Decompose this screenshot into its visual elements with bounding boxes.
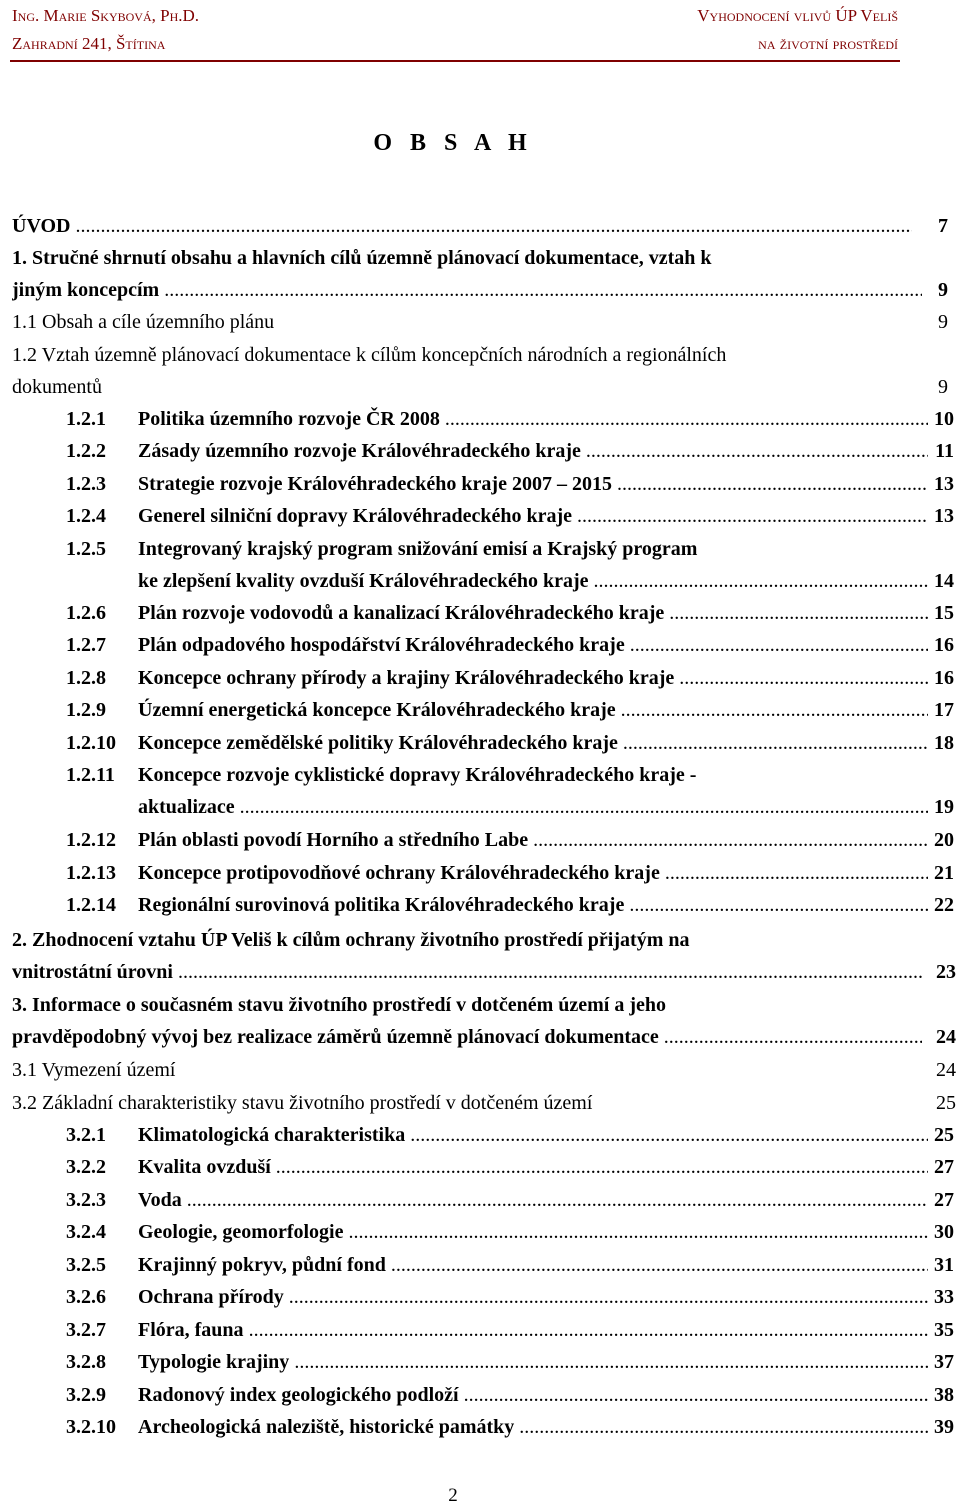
toc-entry-page: 13 [934,505,954,527]
toc-entry-title: Regionální surovinová politika Královéhradeckého kraje ..... [138,890,928,920]
page-number: 2 [448,1485,458,1506]
toc-entry-number: 1.2.12 [66,829,116,851]
toc-entry-title: Archeologická naleziště, historické památky ..... [138,1412,928,1442]
toc-entry-number: 3.2.10 [66,1416,116,1438]
toc-entry-title-tail: vnitrostátní úrovni ..... [12,957,922,987]
toc-entry-page: 24 [936,1026,956,1048]
toc-entry-title: Typologie krajiny ..... [138,1347,928,1377]
toc-entry-title: 3. Informace o současném stavu životního prostředí v dotčeném území a jeho [12,994,667,1016]
toc-entry[interactable] [0,1412,960,1442]
toc-entry-title: Zásady územního rozvoje Královéhradeckého kraje ..... [138,436,928,466]
toc-entry[interactable] [0,404,960,434]
toc-entry-title: Plán rozvoje vodovodů a kanalizací Královéhradeckého kraje ..... [138,598,928,628]
toc-entry-title: 2. Zhodnocení vztahu ÚP Veliš k cílům ochrany životního prostředí přijatým na [12,929,690,951]
toc-entry-title-tail: aktualizace ..... [138,792,928,822]
toc-entry[interactable] [0,501,960,531]
toc-entry[interactable] [0,925,960,955]
toc-entry[interactable] [0,1347,960,1377]
toc-entry-page: 14 [934,570,954,592]
header-document-title: Vyhodnocení vlivů ÚP Veliš [697,6,898,25]
toc-entry-number: 3.2.2 [66,1156,106,1178]
toc-entry-title: Kvalita ovzduší ..... [138,1152,928,1182]
toc-entry-title: Voda ..... [138,1185,928,1215]
toc-entry-number: 1.2.5 [66,538,106,560]
toc-entry-title: Krajinný pokryv, půdní fond ..... [138,1250,928,1280]
toc-entry-title: 1.1 Obsah a cíle územního plánu [12,311,275,333]
toc-entry-page: 38 [934,1384,954,1406]
toc-entry[interactable] [0,436,960,466]
toc-entry-title: Plán oblasti povodí Horního a středního Labe ..... [138,825,928,855]
toc-title: O B S A H [373,130,533,156]
header-rule [10,60,900,62]
toc-entry-title-tail: jiným koncepcím ..... [12,275,922,305]
toc-entry[interactable] [0,1282,960,1312]
toc-entry-continuation[interactable] [0,566,960,596]
toc-entry-number: 3.2.7 [66,1319,106,1341]
toc-entry-title: 1. Stručné shrnutí obsahu a hlavních cílů územně plánovací dokumentace, vztah k [12,247,712,269]
toc-entry[interactable] [0,990,960,1020]
toc-entry[interactable] [0,1250,960,1280]
toc-entry-page: 9 [938,279,948,301]
toc-entry-page: 7 [938,215,948,237]
toc-entry-number: 3.2.3 [66,1189,106,1211]
toc-entry-number: 1.2.10 [66,732,116,754]
toc-entry-page: 39 [934,1416,954,1438]
toc-entry-continuation[interactable] [0,372,960,402]
toc-entry[interactable] [0,1217,960,1247]
toc-entry-page: 33 [934,1286,954,1308]
toc-entry-continuation[interactable] [0,792,960,822]
toc-entry-page: 27 [934,1156,954,1178]
toc-entry-title: Integrovaný krajský program snižování emisí a Krajský program [138,538,698,560]
toc-entry-title: Plán odpadového hospodářství Královéhradeckého kraje ..... [138,630,928,660]
toc-entry-title: 1.2 Vztah územně plánovací dokumentace k cílům koncepčních národních a regionálních [12,344,727,366]
toc-entry-number: 1.2.2 [66,440,106,462]
toc-entry[interactable] [0,825,960,855]
toc-entry-number: 3.2.6 [66,1286,106,1308]
toc-entry-page: 23 [936,961,956,983]
toc-entry-number: 1.2.13 [66,862,116,884]
toc-entry-continuation[interactable] [0,957,960,987]
toc-entry-page: 9 [938,311,948,333]
header-document-subtitle: na životní prostředí [758,34,898,53]
toc-entry[interactable] [0,630,960,660]
toc-entry-page: 22 [934,894,954,916]
toc-entry-title: Koncepce rozvoje cyklistické dopravy Královéhradeckého kraje - [138,764,697,786]
toc-entry[interactable] [0,340,960,370]
toc-entry-page: 19 [934,796,954,818]
toc-entry-title: Politika územního rozvoje ČR 2008 ..... [138,404,928,434]
toc-entry-page: 16 [934,667,954,689]
toc-entry-number: 1.2.4 [66,505,106,527]
toc-entry-page: 17 [934,699,954,721]
toc-entry-page: 20 [934,829,954,851]
toc-entry-page: 31 [934,1254,954,1276]
toc-entry-page: 25 [936,1092,956,1114]
toc-entry-title: 3.1 Vymezení území [12,1059,176,1081]
toc-entry[interactable] [0,695,960,725]
toc-entry[interactable] [0,243,960,273]
header-author: Ing. Marie Skybová, Ph.D. [12,6,200,25]
toc-entry-page: 13 [934,473,954,495]
toc-entry-title: Strategie rozvoje Královéhradeckého kraje 2007 – 2015 ..... [138,469,928,499]
toc-entry-title: Generel silniční dopravy Královéhradeckého kraje ..... [138,501,928,531]
toc-entry-page: 37 [934,1351,954,1373]
toc-entry-title: Ochrana přírody ..... [138,1282,928,1312]
toc-entry-title: Územní energetická koncepce Královéhradeckého kraje ..... [138,695,928,725]
toc-entry-title-tail: ke zlepšení kvality ovzduší Královéhradeckého kraje ..... [138,566,928,596]
toc-entry[interactable] [0,1315,960,1345]
toc-entry[interactable] [0,211,960,241]
toc-entry[interactable] [0,534,960,564]
toc-entry-number: 1.2.8 [66,667,106,689]
toc-entry-page: 9 [938,376,948,398]
toc-entry-title-tail: pravděpodobný vývoj bez realizace záměrů územně plánovací dokumentace ..... [12,1022,922,1052]
toc-entry-title: Koncepce zemědělské politiky Královéhradeckého kraje ..... [138,728,928,758]
toc-entry[interactable] [0,1185,960,1215]
toc-entry-number: 1.2.14 [66,894,116,916]
toc-entry-page: 15 [934,602,954,624]
page-header [0,0,960,64]
toc-entry-page: 35 [934,1319,954,1341]
toc-entry-page: 16 [934,634,954,656]
toc-entry[interactable] [0,1380,960,1410]
toc-entry-number: 1.2.6 [66,602,106,624]
toc-entry-title: Radonový index geologického podloží ..... [138,1380,928,1410]
toc-entry-title: 3.2 Základní charakteristiky stavu životního prostředí v dotčeném území [12,1092,593,1114]
toc-entry[interactable] [0,1055,960,1085]
toc-entry-number: 1.2.9 [66,699,106,721]
toc-entry-page: 11 [935,440,954,462]
toc-entry-page: 18 [934,732,954,754]
toc-entry[interactable] [0,1088,960,1118]
toc-entry[interactable] [0,760,960,790]
toc-entry-continuation[interactable] [0,275,960,305]
toc-entry-title: ÚVOD ..... [12,211,912,241]
toc-entry-continuation[interactable] [0,1022,960,1052]
toc-entry[interactable] [0,469,960,499]
toc-entry[interactable] [0,858,960,888]
toc-entry-title: Koncepce ochrany přírody a krajiny Královéhradeckého kraje ..... [138,663,928,693]
toc-entry-page: 30 [934,1221,954,1243]
toc-entry-page: 21 [934,862,954,884]
toc-entry-number: 3.2.9 [66,1384,106,1406]
header-address: Zahradní 241, Štítina [12,34,166,53]
toc-entry-title: Koncepce protipovodňové ochrany Královéhradeckého kraje ..... [138,858,928,888]
toc-entry-page: 10 [934,408,954,430]
toc-entry-number: 1.2.1 [66,408,106,430]
toc-entry[interactable] [0,598,960,628]
toc-entry[interactable] [0,890,960,920]
toc-entry[interactable] [0,1152,960,1182]
toc-entry[interactable] [0,728,960,758]
toc-entry-number: 1.2.3 [66,473,106,495]
toc-entry-title-tail: dokumentů [12,376,102,398]
toc-entry-page: 25 [934,1124,954,1146]
toc-entry-page: 24 [936,1059,956,1081]
toc-entry-number: 3.2.4 [66,1221,106,1243]
toc-entry-page: 27 [934,1189,954,1211]
toc-entry-title: Flóra, fauna ..... [138,1315,928,1345]
toc-entry-number: 3.2.5 [66,1254,106,1276]
toc-entry-number: 1.2.7 [66,634,106,656]
toc-entry-number: 3.2.8 [66,1351,106,1373]
toc-entry[interactable] [0,307,960,337]
toc-entry-number: 3.2.1 [66,1124,106,1146]
toc-entry-number: 1.2.11 [66,764,115,786]
toc-entry-title: Geologie, geomorfologie ..... [138,1217,928,1247]
toc-entry-title: Klimatologická charakteristika ..... [138,1120,928,1150]
toc-entry[interactable] [0,1120,960,1150]
toc-entry[interactable] [0,663,960,693]
